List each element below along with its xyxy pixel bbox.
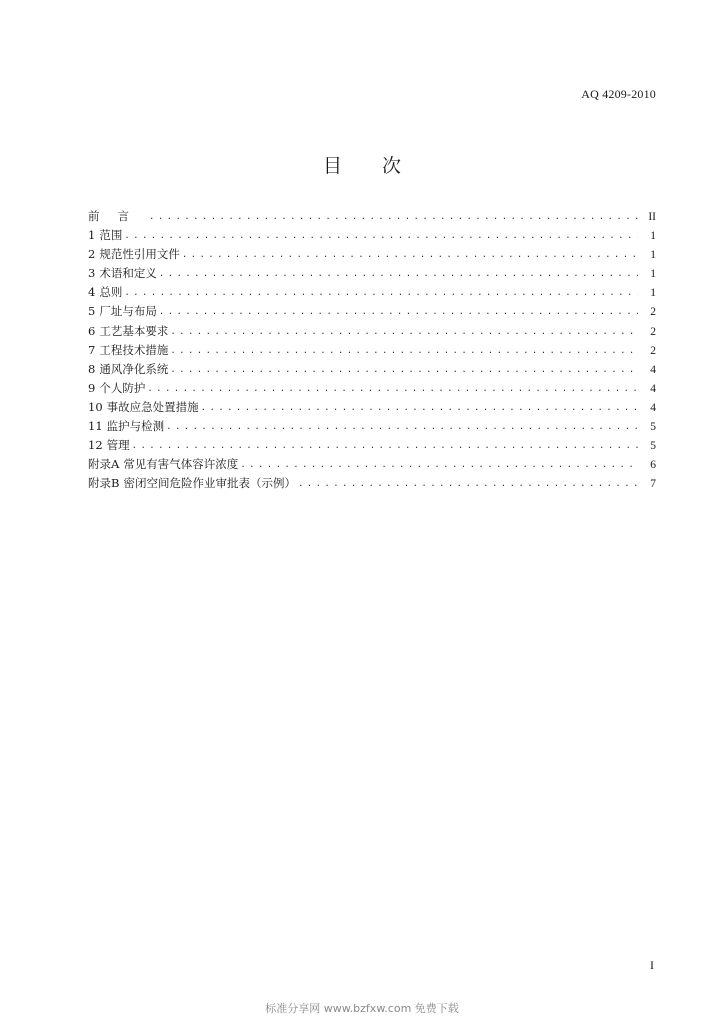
toc-leader-dots xyxy=(166,418,638,437)
toc-entry[interactable] xyxy=(88,341,656,360)
toc-entry-page: 2 xyxy=(650,344,656,357)
toc-entry-number: 9 xyxy=(88,380,96,395)
toc-entry-page: II xyxy=(648,211,656,223)
toc-entry-number: 1 xyxy=(88,228,96,243)
toc-entry-page: 1 xyxy=(650,287,656,300)
toc-entry-label xyxy=(88,322,170,341)
watermark: 标准分享网 www.bzfxw.com 免费下载 xyxy=(265,1002,459,1015)
toc-entry-number: 7 xyxy=(88,342,96,357)
toc-entry-page: 7 xyxy=(650,478,656,491)
toc-entry-number: 附录A xyxy=(88,457,120,472)
toc-entry-page: 5 xyxy=(650,421,656,434)
toc-leader-dots xyxy=(298,475,638,494)
toc-entry-number: 10 xyxy=(88,399,103,414)
toc-title xyxy=(0,151,724,178)
toc-entry[interactable] xyxy=(88,302,656,321)
toc-entry-number: 5 xyxy=(88,304,96,319)
toc-entry-label xyxy=(88,436,132,455)
toc-entry[interactable] xyxy=(88,264,656,283)
toc-entry-number: 11 xyxy=(88,419,103,434)
toc-entry-label xyxy=(88,474,298,493)
toc-entry-title: 管理 xyxy=(106,438,130,453)
toc-entry[interactable] xyxy=(88,207,656,226)
toc-entry-title: 总则 xyxy=(99,285,123,300)
toc-entry-number: 附录B xyxy=(88,476,120,491)
toc-leader-dots xyxy=(170,361,638,380)
toc-leader-dots xyxy=(149,208,638,227)
toc-entry-number: 2 xyxy=(88,247,96,262)
toc-leader-dots xyxy=(240,456,638,475)
toc-entry[interactable] xyxy=(88,474,656,493)
toc-leader-dots xyxy=(124,227,638,246)
toc-leader-dots xyxy=(170,323,638,342)
page-number: I xyxy=(650,958,654,972)
toc-entry-title: 密闭空间危险作业审批表（示例） xyxy=(123,476,296,491)
toc-entry-title: 通风净化系统 xyxy=(99,361,169,376)
toc-entry-title: 规范性引用文件 xyxy=(99,247,180,262)
toc-entry[interactable] xyxy=(88,283,656,302)
toc-list xyxy=(88,207,656,493)
toc-entry[interactable] xyxy=(88,360,656,379)
toc-entry-label xyxy=(88,245,182,264)
toc-entry[interactable] xyxy=(88,417,656,436)
toc-leader-dots xyxy=(170,342,638,361)
toc-entry-label xyxy=(88,379,147,398)
toc-entry-number: 3 xyxy=(88,266,96,281)
toc-entry-label xyxy=(88,264,159,283)
toc-entry-title: 前言 xyxy=(88,209,147,223)
toc-entry[interactable] xyxy=(88,436,656,455)
standard-code: AQ 4209-2010 xyxy=(581,87,656,101)
toc-entry[interactable] xyxy=(88,226,656,245)
toc-entry-page: 4 xyxy=(650,401,656,414)
toc-entry-label xyxy=(88,341,170,360)
toc-entry-title: 个人防护 xyxy=(99,380,146,395)
toc-entry-title: 工艺基本要求 xyxy=(99,323,169,338)
toc-entry-title: 事故应急处置措施 xyxy=(106,399,199,414)
toc-entry-page: 1 xyxy=(650,268,656,281)
toc-entry-label xyxy=(88,360,170,379)
toc-entry-page: 4 xyxy=(650,363,656,376)
toc-entry-number: 12 xyxy=(88,438,103,453)
toc-entry-number: 6 xyxy=(88,323,96,338)
toc-entry-label xyxy=(88,302,159,321)
toc-entry-label xyxy=(88,398,201,417)
toc-entry-label xyxy=(88,226,124,245)
toc-entry-title: 术语和定义 xyxy=(99,266,157,281)
toc-entry-page: 1 xyxy=(650,230,656,243)
toc-leader-dots xyxy=(147,380,638,399)
toc-entry[interactable] xyxy=(88,322,656,341)
toc-entry-page: 4 xyxy=(650,382,656,395)
toc-entry-number: 4 xyxy=(88,285,96,300)
toc-entry-page: 6 xyxy=(650,459,656,472)
toc-entry-title: 监护与检测 xyxy=(106,419,165,434)
toc-leader-dots xyxy=(159,303,638,322)
toc-entry[interactable] xyxy=(88,379,656,398)
toc-leader-dots xyxy=(201,399,638,418)
toc-leader-dots xyxy=(182,246,638,265)
toc-title-right: 次 xyxy=(382,155,402,177)
toc-entry[interactable] xyxy=(88,455,656,474)
toc-entry-label xyxy=(88,283,124,302)
toc-entry-label xyxy=(88,207,149,226)
toc-entry-title: 工程技术措施 xyxy=(99,342,169,357)
toc-entry-number: 8 xyxy=(88,361,96,376)
toc-entry-page: 5 xyxy=(650,440,656,453)
toc-entry-page: 2 xyxy=(650,306,656,319)
toc-entry-page: 1 xyxy=(650,249,656,262)
toc-entry[interactable] xyxy=(88,245,656,264)
toc-leader-dots xyxy=(132,437,638,456)
toc-leader-dots xyxy=(124,284,638,303)
toc-title-left: 目 xyxy=(322,155,342,177)
toc-entry-title: 厂址与布局 xyxy=(99,304,157,319)
toc-entry-label xyxy=(88,417,166,436)
toc-entry-label xyxy=(88,455,240,474)
toc-entry-title: 常见有害气体容许浓度 xyxy=(123,457,239,472)
toc-leader-dots xyxy=(159,265,638,284)
toc-entry-title: 范围 xyxy=(99,228,123,243)
toc-entry[interactable] xyxy=(88,398,656,417)
toc-entry-page: 2 xyxy=(650,325,656,338)
